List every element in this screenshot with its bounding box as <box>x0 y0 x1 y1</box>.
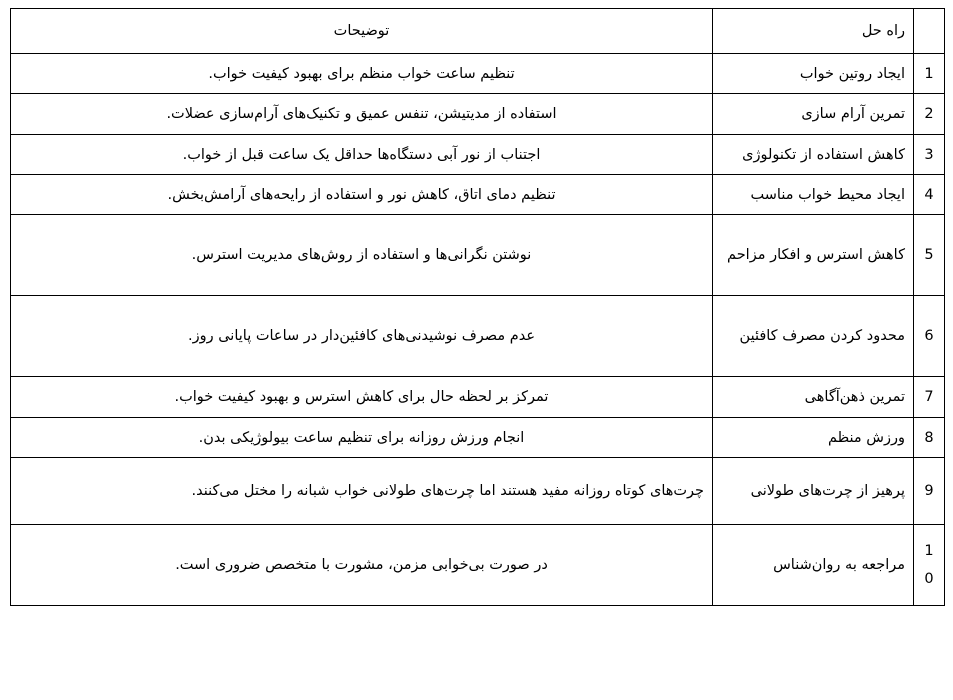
row-number-stack <box>924 537 933 593</box>
header-number-cell <box>914 9 945 54</box>
row-description: نوشتن نگرانی‌ها و استفاده از روش‌های مدیریت استرس. <box>11 215 713 296</box>
row-solution: تمرین آرام سازی <box>713 94 914 135</box>
table-row <box>11 175 945 215</box>
row-number <box>914 525 945 606</box>
row-number: 5 <box>914 215 945 296</box>
row-description: در صورت بی‌خوابی مزمن، مشورت با متخصص ضروری است. <box>11 525 713 606</box>
table-row <box>11 94 945 135</box>
row-number: 9 <box>914 458 945 525</box>
row-number-digit-1: 1 <box>924 543 934 559</box>
table-header-row <box>11 9 945 54</box>
row-description: انجام ورزش روزانه برای تنظیم ساعت بیولوژیکی بدن. <box>11 418 713 458</box>
row-number: 4 <box>914 175 945 215</box>
row-number: 3 <box>914 135 945 175</box>
table-row <box>11 54 945 94</box>
row-description: چرت‌های کوتاه روزانه مفید هستند اما چرت‌های طولانی خواب شبانه را مختل می‌کنند. <box>11 458 713 525</box>
table-row <box>11 296 945 377</box>
row-description: تنظیم ساعت خواب منظم برای بهبود کیفیت خواب. <box>11 54 713 94</box>
row-number-digit-2: 0 <box>924 571 934 587</box>
header-solution-cell: راه حل <box>713 9 914 54</box>
table-row <box>11 525 945 606</box>
solutions-table <box>10 8 945 606</box>
table-row <box>11 458 945 525</box>
row-description: اجتناب از نور آبی دستگاه‌ها حداقل یک ساعت قبل از خواب. <box>11 135 713 175</box>
row-description: عدم مصرف نوشیدنی‌های کافئین‌دار در ساعات پایانی روز. <box>11 296 713 377</box>
row-description: تمرکز بر لحظه حال برای کاهش استرس و بهبود کیفیت خواب. <box>11 377 713 418</box>
row-number: 8 <box>914 418 945 458</box>
row-solution: ایجاد روتین خواب <box>713 54 914 94</box>
row-solution: مراجعه به روان‌شناس <box>713 525 914 606</box>
row-solution: ایجاد محیط خواب مناسب <box>713 175 914 215</box>
row-description: تنظیم دمای اتاق، کاهش نور و استفاده از رایحه‌های آرامش‌بخش. <box>11 175 713 215</box>
row-number: 1 <box>914 54 945 94</box>
row-solution: کاهش استرس و افکار مزاحم <box>713 215 914 296</box>
row-solution: ورزش منظم <box>713 418 914 458</box>
table-row <box>11 377 945 418</box>
row-number: 2 <box>914 94 945 135</box>
row-solution: تمرین ذهن‌آگاهی <box>713 377 914 418</box>
row-solution: کاهش استفاده از تکنولوژی <box>713 135 914 175</box>
table-row <box>11 135 945 175</box>
table-row <box>11 215 945 296</box>
row-number: 6 <box>914 296 945 377</box>
row-description: استفاده از مدیتیشن، تنفس عمیق و تکنیک‌های آرام‌سازی عضلات. <box>11 94 713 135</box>
header-description-cell: توضیحات <box>11 9 713 54</box>
table-row <box>11 418 945 458</box>
row-solution: محدود کردن مصرف کافئین <box>713 296 914 377</box>
row-number: 7 <box>914 377 945 418</box>
row-solution: پرهیز از چرت‌های طولانی <box>713 458 914 525</box>
